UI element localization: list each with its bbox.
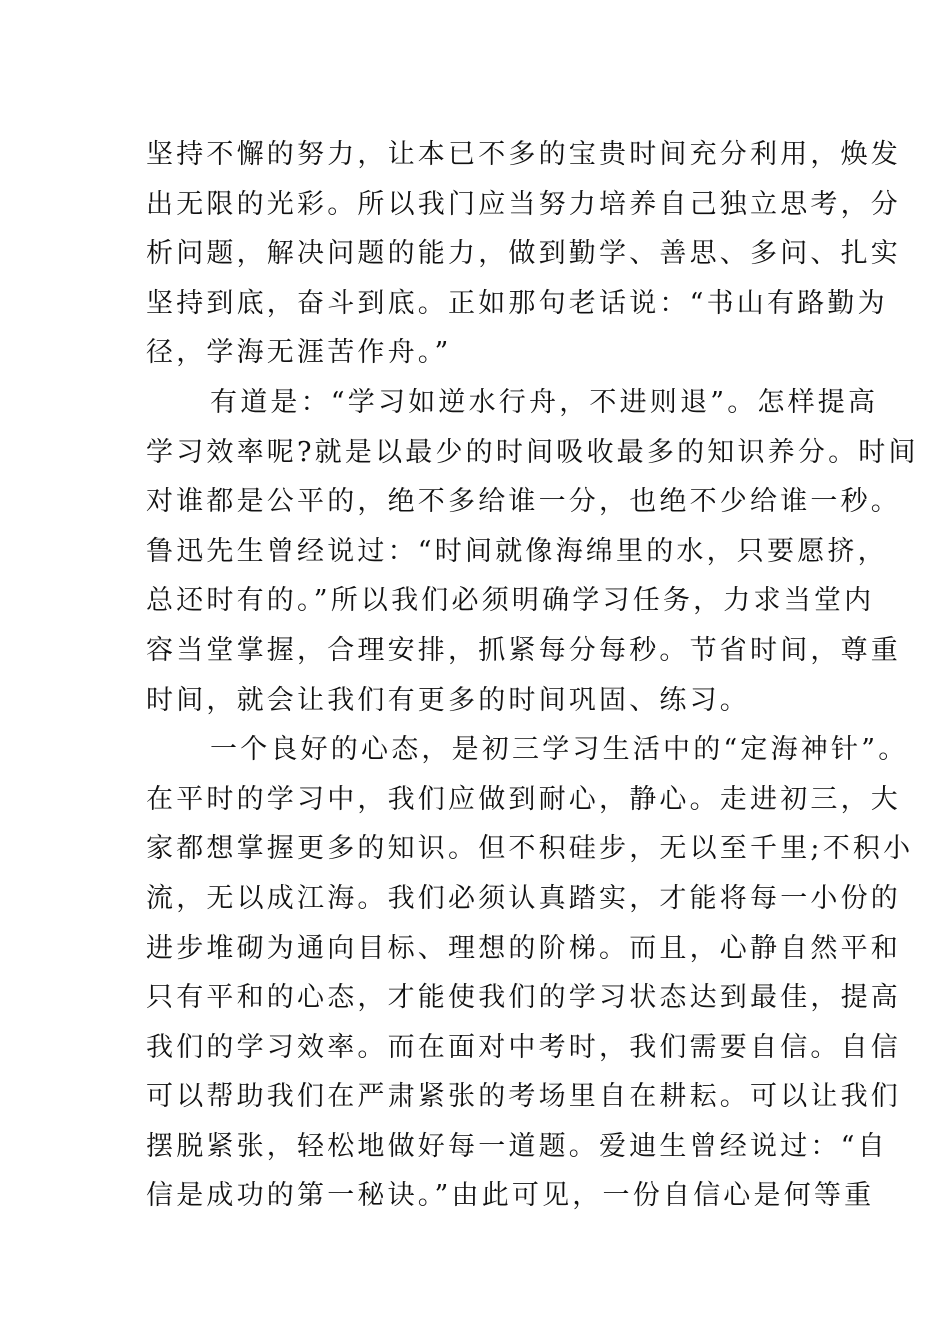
text-line: 在平时的学习中，我们应做到耐心，静心。走进初三，大: [146, 783, 901, 815]
paragraph-3: [146, 725, 914, 1221]
paragraph-2: [146, 378, 919, 725]
text-line: 家都想掌握更多的知识。但不积硅步，无以至千里;不积小: [146, 833, 914, 865]
text-line: 摆脱紧张，轻松地做好每一道题。爱迪生曾经说过：“自: [146, 1130, 888, 1162]
text-line: 析问题，解决问题的能力，做到勤学、善思、多问、扎实: [146, 238, 901, 270]
text-line: 只有平和的心态，才能使我们的学习状态达到最佳，提高: [146, 982, 901, 1014]
text-line: 径，学海无涯苦作舟。”: [146, 337, 452, 369]
text-line-first: 一个良好的心态，是初三学习生活中的“定海神针”。: [210, 734, 909, 766]
text-line: 学习效率呢?就是以最少的时间吸收最多的知识养分。时间: [146, 436, 919, 468]
text-line: 时间，就会让我们有更多的时间巩固、练习。: [146, 684, 750, 716]
text-line-first: 有道是：“学习如逆水行舟，不进则退”。怎样提高: [210, 386, 879, 418]
paragraph-1: [146, 130, 901, 378]
text-line: 总还时有的。”所以我们必须明确学习任务，力求当堂内: [146, 585, 875, 617]
text-line: 坚持到底，奋斗到底。正如那句老话说：“书山有路勤为: [146, 287, 888, 319]
text-line: 对谁都是公平的，绝不多给谁一分，也绝不少给谁一秒。: [146, 486, 901, 518]
text-line: 鲁迅先生曾经说过：“时间就像海绵里的水，只要愿挤，: [146, 535, 888, 567]
text-line: 进步堆砌为通向目标、理想的阶梯。而且，心静自然平和: [146, 932, 901, 964]
text-line: 坚持不懈的努力，让本已不多的宝贵时间充分利用，焕发: [146, 139, 901, 170]
text-line: 出无限的光彩。所以我门应当努力培养自己独立思考，分: [146, 188, 901, 220]
text-line: 流，无以成江海。我们必须认真踏实，才能将每一小份的: [146, 882, 901, 914]
document-body: [146, 130, 919, 1221]
text-line: 我们的学习效率。而在面对中考时，我们需要自信。自信: [146, 1031, 901, 1063]
text-line: 可以帮助我们在严肃紧张的考场里自在耕耘。可以让我们: [146, 1081, 901, 1113]
text-line: 信是成功的第一秘诀。”由此可见，一份自信心是何等重: [146, 1180, 875, 1212]
text-line: 容当堂掌握，合理安排，抓紧每分每秒。节省时间，尊重: [146, 634, 901, 666]
